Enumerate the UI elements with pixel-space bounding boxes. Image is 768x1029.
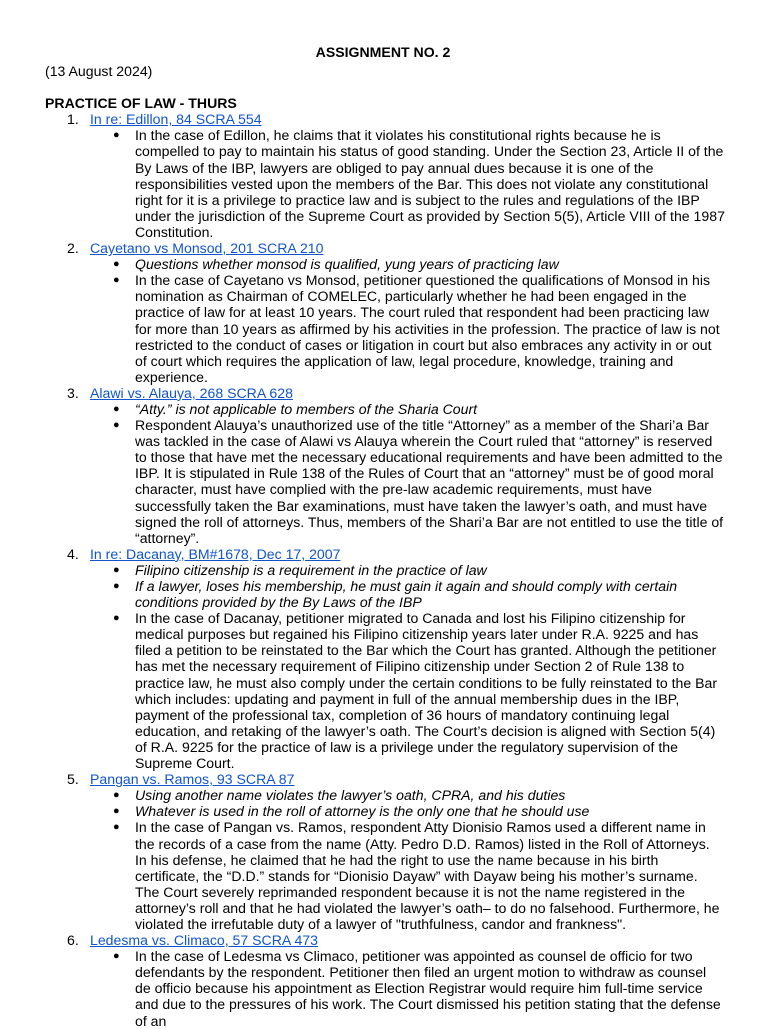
case-number: 3. xyxy=(67,384,79,401)
point-text: Whatever is used in the roll of attorney is the only one that he should use xyxy=(135,803,590,820)
case-point xyxy=(90,562,725,578)
bullet-icon: ● xyxy=(113,950,120,963)
point-text: In the case of Edillon, he claims that it violates his constitutional rights because he is compelled to pay to maintain his status of good standing. Under the Section 23, Article II of the By Laws of the IBP, lawyers are obliged to pay annual dues because it is one of the responsibilities vested upon the members of the Bar. This does not violate any constitutional right for it is a privilege to practice law and is subject to the rules and regulations of the IBP under the jurisdiction of the Supreme Court as provided by Section 5(5), Article VIII of the 1987 Constitution. xyxy=(135,127,725,240)
point-text: Respondent Alauya’s unauthorized use of the title “Attorney” as a member of the Shari’a Bar was tackled in the case of Alawi vs Alauya wherein the Court ruled that “attorney” is reserved to those that have met the necessary educational requirements and have been admitted to the IBP. It is stipulated in Rule 138 of the Rules of Court that an “attorney” must be of good moral character, must have complied with the pre-law academic requirements, must have successfully taken the Bar examinations, must have taken the lawyer’s oath, and must have signed the roll of attorneys. Thus, members of the Shari’a Bar are not entitled to use the title of “attorney”. xyxy=(135,417,724,546)
case-item xyxy=(45,771,725,932)
point-text: In the case of Cayetano vs Monsod, petitioner questioned the qualifications of Monsod in his nomination as Chairman of COMELEC, particularly whether he had been engaged in the practice of law for at least 10 years. The court ruled that respondent had been practicing law for more than 10 years as affirmed by his activities in the profession. The practice of law is not restricted to the conduct of cases or litigation in court but also embraces any activity in or out of court which requires the application of law, legal procedure, knowledge, training and experience. xyxy=(135,272,720,385)
point-text: If a lawyer, loses his membership, he must gain it again and should comply with certain conditions provided by the By Laws of the IBP xyxy=(135,578,678,611)
bullet-icon: ● xyxy=(113,821,120,834)
case-point xyxy=(90,803,725,819)
point-text: Filipino citizenship is a requirement in the practice of law xyxy=(135,561,487,578)
document-page xyxy=(45,44,725,1029)
bullet-icon: ● xyxy=(113,805,120,818)
case-number: 1. xyxy=(67,111,79,128)
case-item xyxy=(45,932,725,1029)
bullet-icon: ● xyxy=(113,580,120,592)
case-point xyxy=(90,256,725,272)
case-number: 2. xyxy=(67,240,79,257)
assignment-title: ASSIGNMENT NO. 2 xyxy=(315,44,451,60)
bullet-icon: ● xyxy=(113,129,120,142)
assignment-date: (13 August 2024) xyxy=(45,63,153,80)
case-point xyxy=(90,948,725,1028)
case-link[interactable]: Alawi vs. Alauya, 268 SCRA 628 xyxy=(90,384,293,401)
case-point xyxy=(90,819,725,932)
bullet-icon: ● xyxy=(113,258,120,271)
bullet-icon: ● xyxy=(113,612,120,625)
case-number: 4. xyxy=(67,545,79,562)
case-point xyxy=(90,417,725,546)
case-list xyxy=(45,111,725,1028)
case-item xyxy=(45,111,725,240)
case-link[interactable]: In re: Dacanay, BM#1678, Dec 17, 2007 xyxy=(90,545,341,562)
point-text: In the case of Ledesma vs Climaco, petitioner was appointed as counsel de officio for two defendants by the respondent. Petitioner then filed an urgent motion to withdraw as counsel de officio because his appointment as Election Registrar would require him full-time service and due to the pressures of his work. The Court dismissed his petition stating that the defense of an xyxy=(135,948,721,1029)
case-item xyxy=(45,546,725,771)
bullet-icon: ● xyxy=(113,274,120,287)
case-point xyxy=(90,127,725,240)
point-text: In the case of Pangan vs. Ramos, respondent Atty Dionisio Ramos used a different name in the records of a case from the name (Atty. Pedro D.D. Ramos) listed in the Roll of Attorneys. In his defense, he claimed that he had the right to use the name because in his birth certificate, the “D.D.” stands for “Dionisio Dayaw” with Dayaw being his mother’s surname. The Court severely reprimanded respondent because it is not the name registered in the attorney’s roll and that he had violated the lawyer’s oath– to do no falsehood. Furthermore, he violated the irrefutable duty of a lawyer of "truthfulness, candor and frankness". xyxy=(135,819,720,932)
case-link[interactable]: Cayetano vs Monsod, 201 SCRA 210 xyxy=(90,240,324,257)
case-link[interactable]: Ledesma vs. Climaco, 57 SCRA 473 xyxy=(90,932,318,949)
case-number: 6. xyxy=(67,932,79,949)
point-text: Using another name violates the lawyer’s oath, CPRA, and his duties xyxy=(135,787,566,804)
bullet-icon: ● xyxy=(113,419,120,432)
case-point xyxy=(90,578,725,610)
point-text: Questions whether monsod is qualified, yung years of practicing law xyxy=(135,256,559,273)
case-point xyxy=(90,787,725,803)
case-item xyxy=(45,240,725,385)
case-point xyxy=(90,610,725,771)
case-point xyxy=(90,401,725,417)
case-number: 5. xyxy=(67,771,79,788)
case-point xyxy=(90,272,725,385)
bullet-icon: ● xyxy=(113,402,120,415)
case-item xyxy=(45,385,725,546)
bullet-icon: ● xyxy=(113,563,120,576)
section-heading: PRACTICE OF LAW - THURS xyxy=(45,95,237,112)
bullet-icon: ● xyxy=(113,789,120,802)
case-link[interactable]: In re: Edillon, 84 SCRA 554 xyxy=(90,111,262,128)
point-text: “Atty.” is not applicable to members of the Sharia Court xyxy=(135,400,478,417)
point-text: In the case of Dacanay, petitioner migrated to Canada and lost his Filipino citizenship for medical purposes but regained his Filipino citizenship years later under R.A. 9225 and has filed a petition to be reinstated to the Bar which the Court has granted. Although the petitioner has met the necessary requirement of Filipino citizenship under Section 2 of Rule 138 to practice law, he must also comply under the certain conditions to be fully reinstated to the Bar which includes: updating and payment in full of the annual membership dues in the IBP, payment of the professional tax, completion of 36 hours of mandatory continuing legal education, and retaking of the lawyer’s oath. The Court’s decision is aligned with Section 5(4) of R.A. 9225 for the practice of law is a privilege under the regulatory supervision of the Supreme Court. xyxy=(135,610,718,772)
case-link[interactable]: Pangan vs. Ramos, 93 SCRA 87 xyxy=(90,771,295,788)
